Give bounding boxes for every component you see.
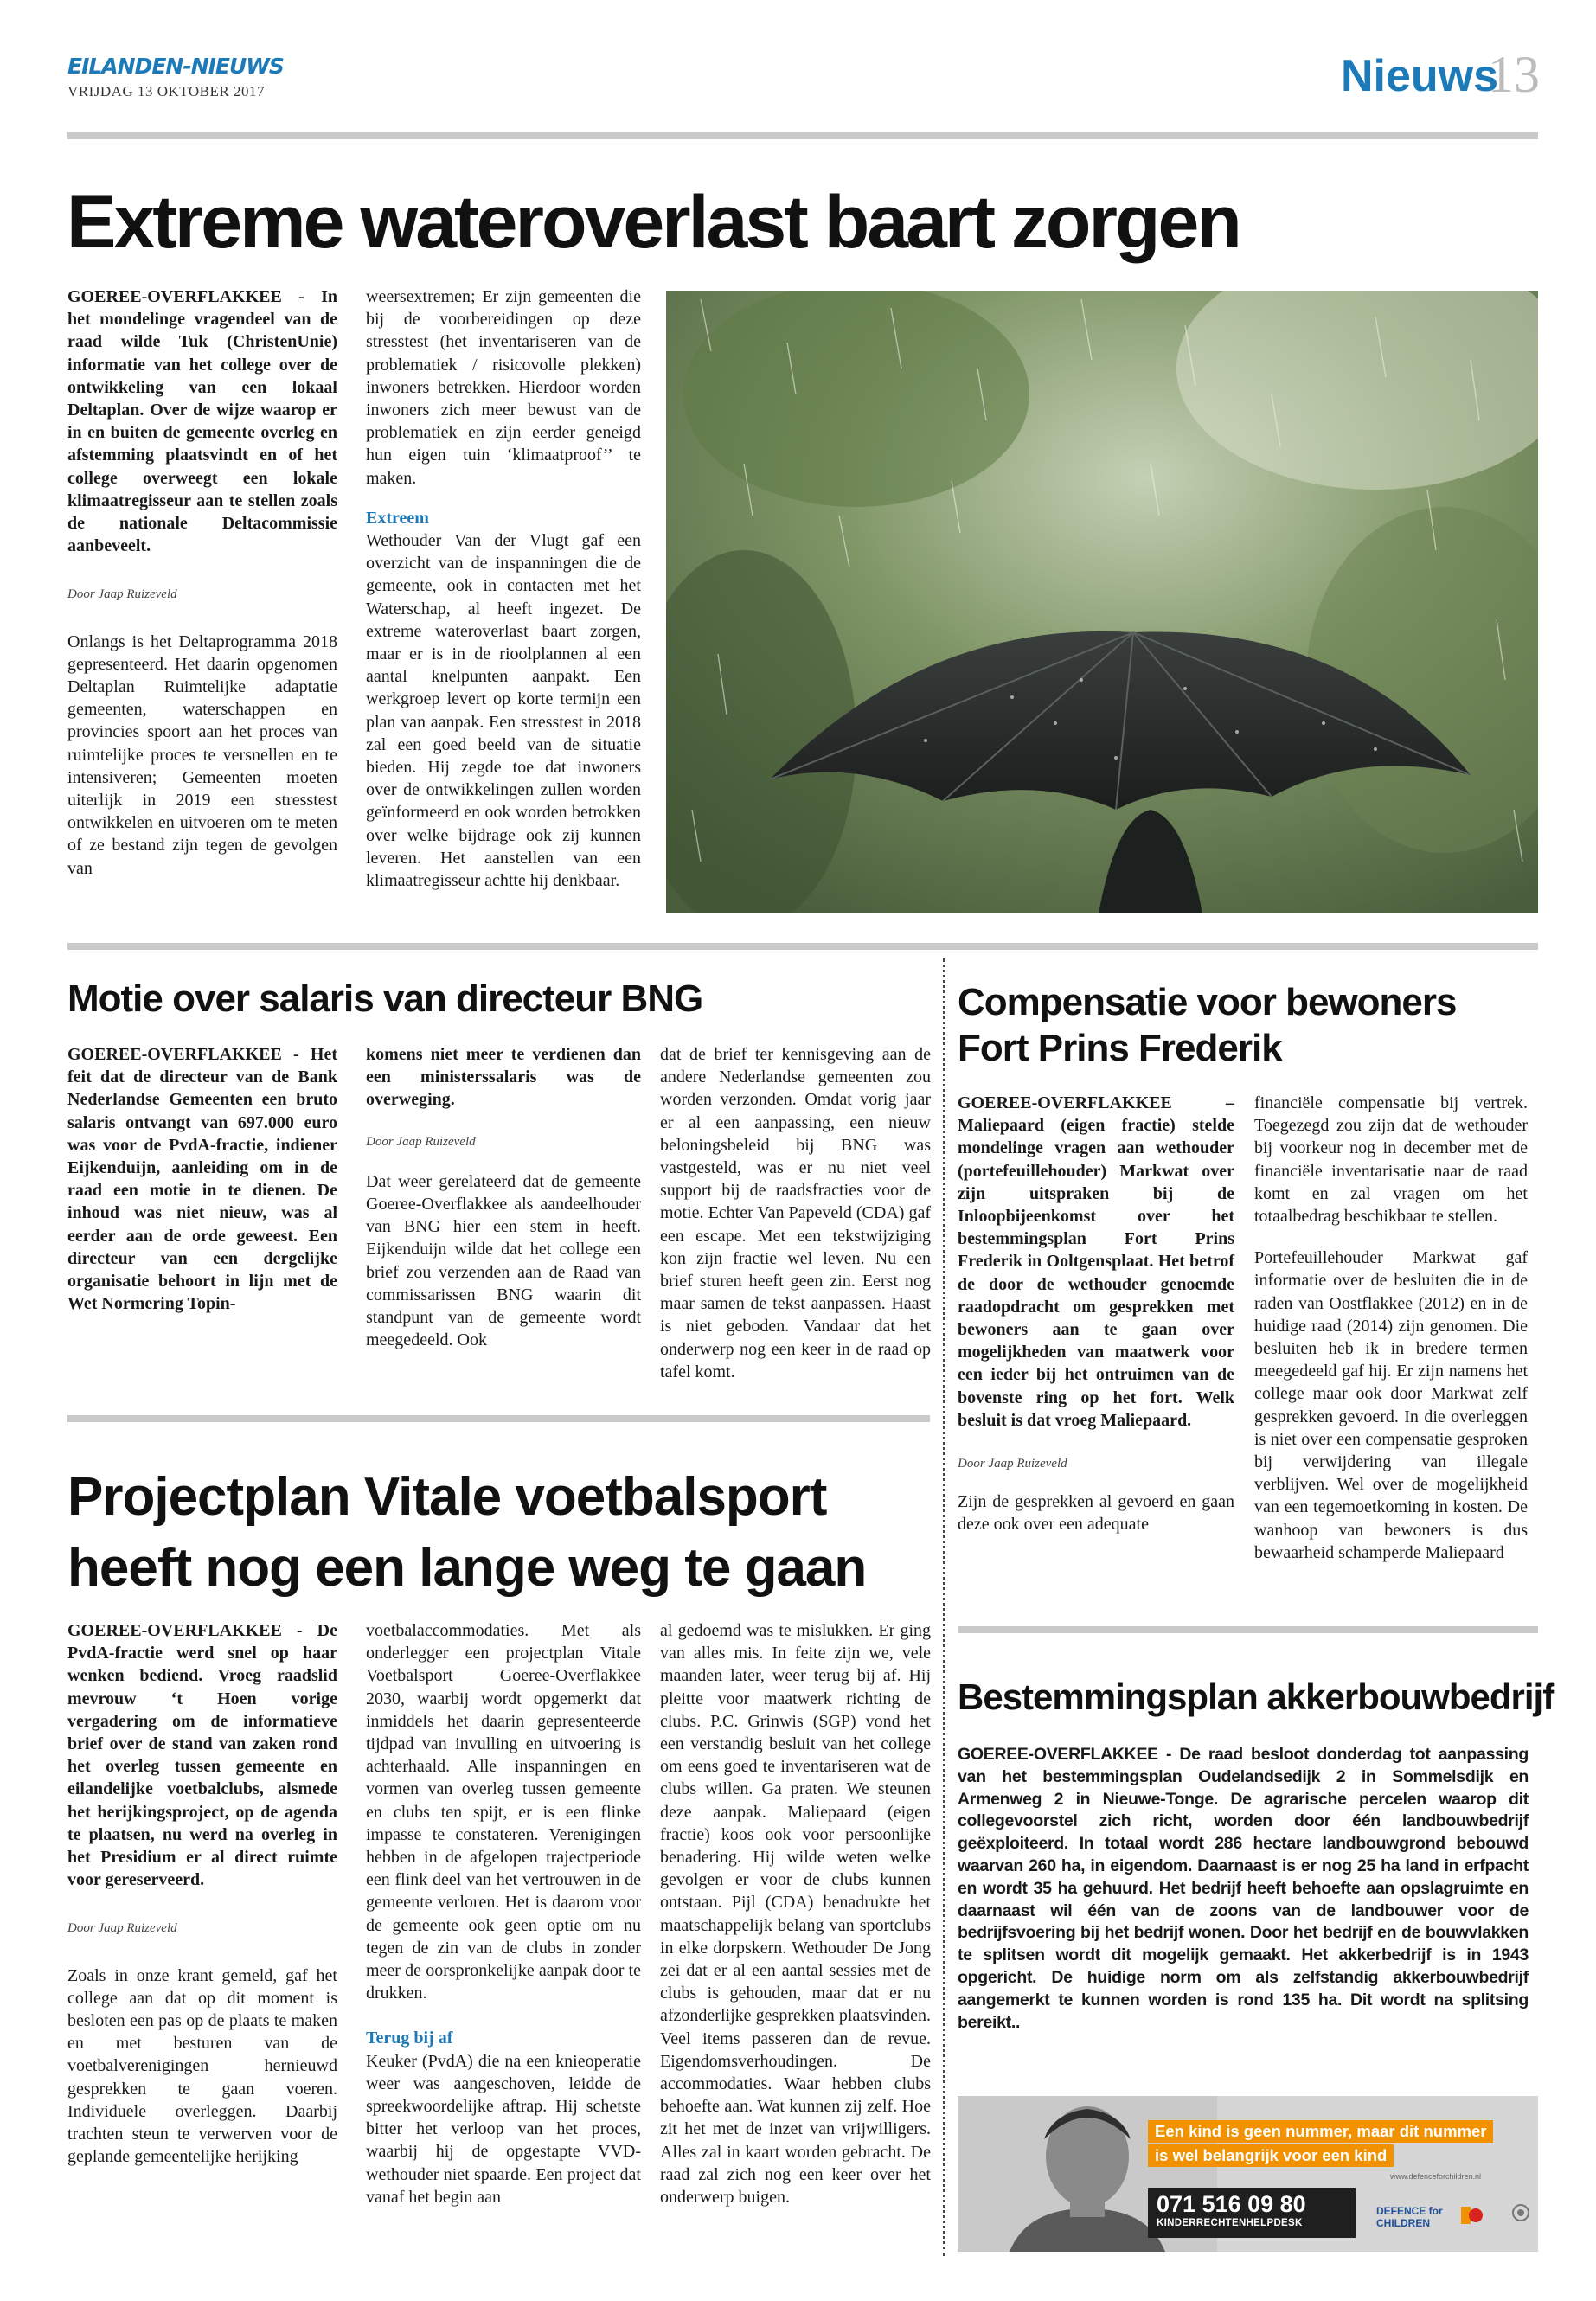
column-separator [943, 958, 945, 2256]
defence-for-children-logo-icon [1459, 2203, 1484, 2227]
article1-body2: weersextremen; Er zijn gemeenten die bij de voorbereidingen op deze stresstest (het inventariseren van de problematiek / risicovolle plekken) inwoners betrekken. Hierdoor worden inwoners zich meer bewust van de problematiek en zijn eerder geneigd hun eigen tuin ‘klimaatproof’’ te maken. [366, 287, 641, 488]
article4-col2 [366, 1619, 641, 2208]
article2-col1 [67, 1043, 337, 1315]
article2-body2: dat de brief ter kennisgeving aan de andere Nederlandse gemeenten zou worden verzonden. Omdat vorig jaar er al een aanpassing, een nieuw beloningsbeleid bij BNG was vastgesteld, was er nu niet veel support bij de raadsfracties voor de motie. Echter Van Papeveld (CDA) gaf een escape. Met een tekstwijziging kon zijn fractie wel leven. Nu een brief sturen heeft geen zin. Eerst nog maar samen de tekst aanpassen. Haast is niet geboden. Vandaar dat het onderwerp nog een keer in de raad op tafel komt. [660, 1045, 931, 1381]
page-number: 13 [1488, 46, 1540, 103]
ad-logo-text [1376, 2205, 1443, 2229]
header-rule [67, 132, 1538, 139]
article1-col2 [366, 285, 641, 892]
article2-headline: Motie over salaris van directeur BNG [67, 977, 703, 1020]
ad-logo-line1: DEFENCE for [1376, 2205, 1443, 2217]
ad-logo-line2: CHILDREN [1376, 2217, 1430, 2229]
article5-body: GOEREE-OVERFLAKKEE - De raad besloot donderdag tot aanpassing van het bestemmingsplan Oudelandsedijk 2 in Sommelsdijk en Armenweg 2 in Nieuwe-Tonge. De agrarische percelen waarop dit collegevoorstel zich richt, worden door één landbouwbedrijf geëxploiteerd. In totaal wordt 286 hectare landbouwgrond bebouwd waarvan 260 ha, in eigendom. Daarnaast is er nog 25 ha land in erfpacht en wordt 35 ha gehuurd. Het bedrijf heeft behoefte aan opslagruimte en daarnaast wil één van de zoons van de landbouwer voor de bedrijfsvoering bij het bedrijf wonen. Door het bedrijf en de bouwvlakken te splitsen wordt dit mogelijk gemaakt. Het akkerbedrijf is in 1943 opgericht. De huidige norm om als zelfstandig akkerbouwbedrijf aangemerkt te kunnen worden is rond 135 ha. Dit wordt na splitsing bereikt.. [958, 1745, 1529, 2032]
article2-col2 [366, 1043, 641, 1351]
article5-top-rule [958, 1626, 1538, 1633]
ad-url[interactable]: www.defenceforchildren.nl [1390, 2172, 1482, 2181]
article2-lead2: komens niet meer te verdienen dan een ministerssalaris was de overweging. [366, 1045, 641, 1110]
article4-headline-line2: heeft nog een lange weg te gaan [67, 1538, 867, 1598]
certification-seal-icon [1511, 2203, 1530, 2222]
article4-col1 [67, 1619, 337, 2168]
ad-phone-number[interactable]: 071 516 09 80 [1157, 2191, 1306, 2217]
umbrella-rain-photo [666, 291, 1538, 913]
article3-headline-line2: Fort Prins Frederik [958, 1027, 1282, 1069]
mid-rule [67, 943, 1538, 950]
article3-headline-line1: Compensatie voor bewoners [958, 981, 1457, 1023]
article3-body2: financiële compensatie bij vertrek. Toegezegd zou zijn dat de wethouder bij voorkeur nog in december met de financiële inventarisatie naar de raad komt en zal vragen om het totaalbedrag beschikbaar te stellen. [1254, 1093, 1528, 1227]
article1-headline: Extreme wateroverlast baart zorgen [67, 181, 1240, 264]
article3-col1 [958, 1092, 1234, 1536]
ad-headline-1: Een kind is geen nummer, maar dit nummer [1148, 2120, 1493, 2143]
ad-helpdesk-label: KINDERRECHTENHELPDESK [1157, 2218, 1303, 2228]
article1-lead: GOEREE-OVERFLAKKEE - In het mondelinge vragendeel van de raad wilde Tuk (ChristenUnie) informatie van het college over de ontwikkeling van een lokaal Deltaplan. Over de wijze waarop er in en buiten de gemeente overleg en afstemming plaatsvindt en of het college overweegt een lokale klimaatregisseur aan te stellen zoals de nationale Deltacommissie aanbeveelt. [67, 287, 337, 556]
article4-byline: Door Jaap Ruizeveld [67, 1921, 177, 1936]
article3-col2 [1254, 1092, 1528, 1564]
article3-headline [958, 979, 1456, 1071]
article2-lead1: GOEREE-OVERFLAKKEE - Het feit dat de directeur van de Bank Nederlandse Gemeenten een bruto salaris ontvangt van 697.000 euro was voor de PvdA-fractie, indiener Eijkenduijn, aanleiding om in de raad een motie in te dienen. De inhoud was niet nieuw, was al eerder aan de orde geweest. Een directeur van een dergelijke organisatie behoort in lijn met de Wet Normering Topin- [67, 1045, 337, 1314]
article4-headline [67, 1462, 866, 1604]
article2-body1: Dat weer gerelateerd dat de gemeente Goeree-Overflakkee als aandeelhouder van BNG hier een stem in heeft. Eijkenduijn wilde dat het college een brief zou verzenden aan de Raad van commissarissen BNG waarin dit standpunt van de gemeente wordt meegedeeld. Ook [366, 1171, 641, 1350]
article3-lead: GOEREE-OVERFLAKKEE – Maliepaard (eigen fractie) stelde mondelinge vragen aan wethouder (portefeuillehouder) Markwat over zijn uitspraken bij de Inloopbijeenkomst over het bestemmingsplan Fort Prins Frederik in Ooltgensplaat. Het betrof de door de wethouder genoemde raadopdracht om gesprekken met bewoners aan te gaan over mogelijkheden van maatwerk voor een ieder bij het ontruimen van de bovenste ring op het fort. Welk besluit is dat vroeg Maliepaard. [958, 1093, 1234, 1430]
article5-headline: Bestemmingsplan akkerbouwbedrijf [958, 1676, 1554, 1717]
article1-col1 [67, 285, 337, 880]
ad-phone-box [1148, 2188, 1356, 2238]
article2-col3 [660, 1043, 931, 1383]
masthead-logo: EILANDEN-NIEUWS [67, 54, 284, 79]
article4-col3 [660, 1619, 931, 2208]
article4-body4: al gedoemd was te mislukken. Er ging van alles mis. In feite zijn we, vele maanden later, weer terug bij af. Hij pleitte voor maatwerk richting de clubs. P.C. Grinwis (SGP) vond het een verstandig besluit van het college om eens goed te inventariseren wat de clubs willen. Ga praten. We steunen deze aanpak. Maliepaard (eigen fractie) koos ook voor persoonlijke benadering. Hij wilde weten welke gevolgen er voor de clubs kunnen ontstaan. Pijl (CDA) benadrukte het maatschappelijk belang van sportclubs in elke dorpskern. Wethouder De Jong zei dat er al een aantal sessies met de clubs is gehouden, maar dat er nu afzonderlijke gesprekken plaatsvinden. Veel items passeren dan de revue. Eigendomsverhoudingen. De accommodaties. Waar hebben clubs behoefte aan. Wat kunnen zij zelf. Hoe zit het met de inzet van vrijwilligers. Alles zal in kaart worden gebracht. De raad zal zich nog een keer over het onderwerp buigen. [660, 1621, 931, 2208]
article3-body3: Portefeuillehouder Markwat gaf informatie over de besluiten die in de raden van Oostflakkee (2012) en in de huidige raad (2014) zijn genomen. Die besluiten heb ik in bredere termen meegedeeld gaf hij. Er zijn namens het college maar ook door Markwat zelf gesprekken gevoerd. In die overleggen is niet over een compensatie gesproken bij verwijdering van illegale verblijven. Wel over de mogelijkheid van een tegemoetkoming in kosten. De wanhoop van bewoners is dus bewaarheid schamperde Maliepaard [1254, 1248, 1528, 1562]
article4-body1: Zoals in onze krant gemeld, gaf het college aan dat op dit moment is besloten een pas op de plaats te maken en met besturen van de voetbalverenigingen hernieuwd gesprekken te gaan voeren. Individuele overleggen. Daarbij trachten steun te verwerven voor de geplande gemeentelijke herijking [67, 1965, 337, 2167]
issue-date: VRIJDAG 13 OKTOBER 2017 [67, 83, 265, 99]
article1-subhead: Extreem [366, 508, 429, 528]
article2-byline: Door Jaap Ruizeveld [366, 1134, 476, 1149]
article2-bottom-rule [67, 1415, 930, 1422]
article1-body3: Wethouder Van der Vlugt gaf een overzicht van de inspanningen die de gemeente, ook in contacten met het Waterschap, al heeft ingezet. De extreme wateroverlast baart zorgen, maar er is in de rioolplannen al een aantal knelpunten aanpakt. Een werkgroep levert op korte termijn een plan van aanpak. Een stresstest in 2018 zal een goed beeld van de situatie bieden. Hij zegde toe dat inwoners over de ontwikkelingen zullen worden geïnformeerd en ook worden betrokken over welke bijdrage ook zij kunnen leveren. Het aanstellen van een klimaatregisseur achtte hij denkbaar. [366, 531, 641, 891]
ad-headline-2: is wel belangrijk voor een kind [1148, 2144, 1394, 2167]
article4-headline-line1: Projectplan Vitale voetbalsport [67, 1467, 827, 1527]
article1-byline: Door Jaap Ruizeveld [67, 587, 177, 602]
article4-lead: GOEREE-OVERFLAKKEE - De PvdA-fractie werd snel op haar wenken bediend. Vroeg raadslid mevrouw ‘t Hoen vorige vergadering om de informatieve brief over de stand van zaken rond het overleg tussen gemeente en eilandelijke voetbalclubs, alsmede het herijkingsproject, op de agenda te plaatsen, nu werd na overleg in het Presidium er al direct ruimte voor gereserveerd. [67, 1621, 337, 1890]
article4-subhead: Terug bij af [366, 2029, 453, 2048]
section-title: Nieuws [1340, 51, 1498, 101]
article4-body3: Keuker (PvdA) die na een knieoperatie weer was aangeschoven, leidde de spreekwoordelijke aftrap. Hij schetste bitter het verloop van het proces, waarbij hij de opgestapte VVD-wethouder niet spaarde. Een project dat vanaf het begin aan [366, 2051, 641, 2207]
article3-body1: Zijn de gesprekken al gevoerd en gaan deze ook over een adequate [958, 1492, 1234, 1535]
article4-body2: voetbalaccommodaties. Met als onderlegger een projectplan Vitale Voetbalsport Goeree-Overflakkee 2030, waarbij wordt opgemerkt dat inmiddels het daarin gepresenteerde tijdpad van invulling en uitvoering is achterhaald. Alle inspanningen en vormen van overleg tussen gemeente en clubs ten spijt, er is een flinke impasse te constateren. Verenigingen hebben in de afgelopen trajectperiode een flink deel van het vertrouwen in de gemeente verloren. Het is daarom voor de gemeente ook geen optie om nu tegen de zin van de clubs in zonder meer de oorspronkelijke aanpak door te drukken. [366, 1621, 641, 2003]
defence-for-children-ad[interactable] [958, 2096, 1538, 2252]
article3-byline: Door Jaap Ruizeveld [958, 1457, 1067, 1471]
article1-body1: Onlangs is het Deltaprogramma 2018 gepresenteerd. Het daarin opgenomen Deltaplan Ruimtelijke adaptatie gemeenten, waterschappen en provincies spoort aan het proces van ruimtelijke proces te versnellen en te intensiveren; Gemeenten moeten uiterlijk in 2019 een stresstest ontwikkelen en uitvoeren om te meten of ze bestand zijn tegen de gevolgen van [67, 631, 337, 878]
